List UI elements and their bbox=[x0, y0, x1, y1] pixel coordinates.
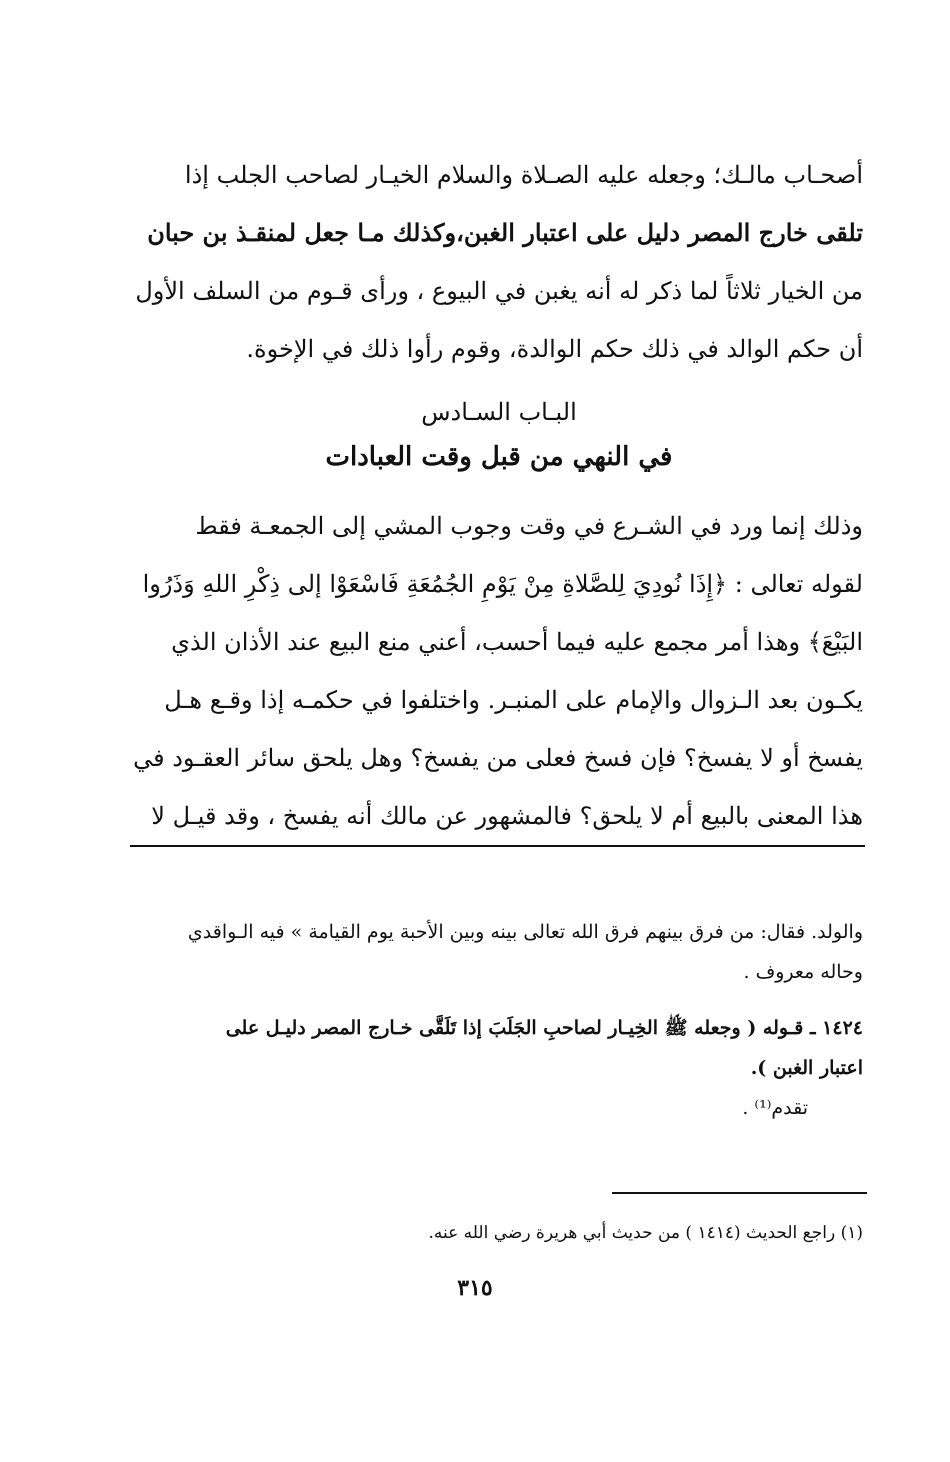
paragraph-line: من الخيار ثلاثاً لما ذكر له أنه يغبن في البيوع ، ورأى قـوم من السلف الأول bbox=[135, 277, 863, 305]
hadith-line: ١٤٢٤ ـ قـوله ( وجعله ﷺ الخِيـار لصاحبِ الجَلَبَ إذا تَلَقَّى خـارج المصر دليـل على bbox=[225, 1017, 863, 1039]
paragraph-line: يفسخ أو لا يفسخ؟ فإن فسخ فعلى من يفسخ؟ وهل يلحق سائر العقـود في bbox=[133, 744, 863, 772]
top-paragraph bbox=[135, 146, 863, 378]
chapter-heading bbox=[135, 392, 863, 482]
footnote-divider bbox=[612, 1192, 867, 1194]
text-divider bbox=[130, 845, 865, 847]
commentary-line: والولد. فقال: من فرق بينهم فرق الله تعالى بينه وبين الأحبة يوم القيامة » فيه الـواقدي bbox=[187, 921, 863, 943]
paragraph-line: البَيْعَ﴾ وهذا أمر مجمع عليه فيما أحسب، أعني منع البيع عند الأذان الذي bbox=[171, 628, 863, 656]
paragraph-line: وذلك إنما ورد في الشـرع في وقت وجوب المشي إلى الجمعـة فقط bbox=[195, 512, 863, 540]
chapter-paragraph bbox=[135, 497, 863, 845]
page-number: ٣١٥ bbox=[457, 1275, 493, 1301]
chapter-title: في النهي من قبل وقت العبادات bbox=[325, 442, 673, 472]
paragraph-line: تلقى خارج المصر دليل على اعتبار الغبن،وكذلك مـا جعل لمنقـذ بن حبان bbox=[147, 218, 863, 247]
chapter-number: البـاب السـادس bbox=[421, 398, 577, 426]
paragraph-line: أن حكم الوالد في ذلك حكم الوالدة، وقوم رأوا ذلك في الإخوة. bbox=[246, 335, 863, 363]
paragraph-line: يكـون بعد الـزوال والإمام على المنبـر. واختلفوا في حكمـه إذا وقـع هـل bbox=[164, 686, 863, 714]
hadith-reference: تقدم⁽¹⁾ . bbox=[742, 1097, 808, 1119]
madhab-reference: أصحـاب مالـك؛ وجعله عليه الصـلاة والسلام الخيـار لصاحب الجلب إذا bbox=[184, 161, 863, 189]
paragraph-line: هذا المعنى بالبيع أم لا يلحق؟ فالمشهور عن مالك أنه يفسخ ، وقد قيـل لا bbox=[151, 802, 863, 830]
paragraph-line bbox=[135, 146, 863, 204]
commentary-notes bbox=[135, 912, 863, 1128]
quran-verse-line: لقوله تعالى : ﴿إِذَا نُودِيَ لِلصَّلاةِ مِنْ يَوْمِ الجُمُعَةِ فَاسْعَوْا إلى ذِكْرِ اللهِ وَذَرُوا bbox=[142, 570, 863, 598]
footnote-line: (١) راجع الحديث (١٤١٤ ) من حديث أبي هريرة رضي الله عنه. bbox=[428, 1223, 863, 1243]
footnote bbox=[135, 1215, 863, 1251]
hadith-line: اعتبار الغبن ). bbox=[750, 1057, 863, 1079]
commentary-line: وحاله معروف . bbox=[743, 961, 863, 983]
